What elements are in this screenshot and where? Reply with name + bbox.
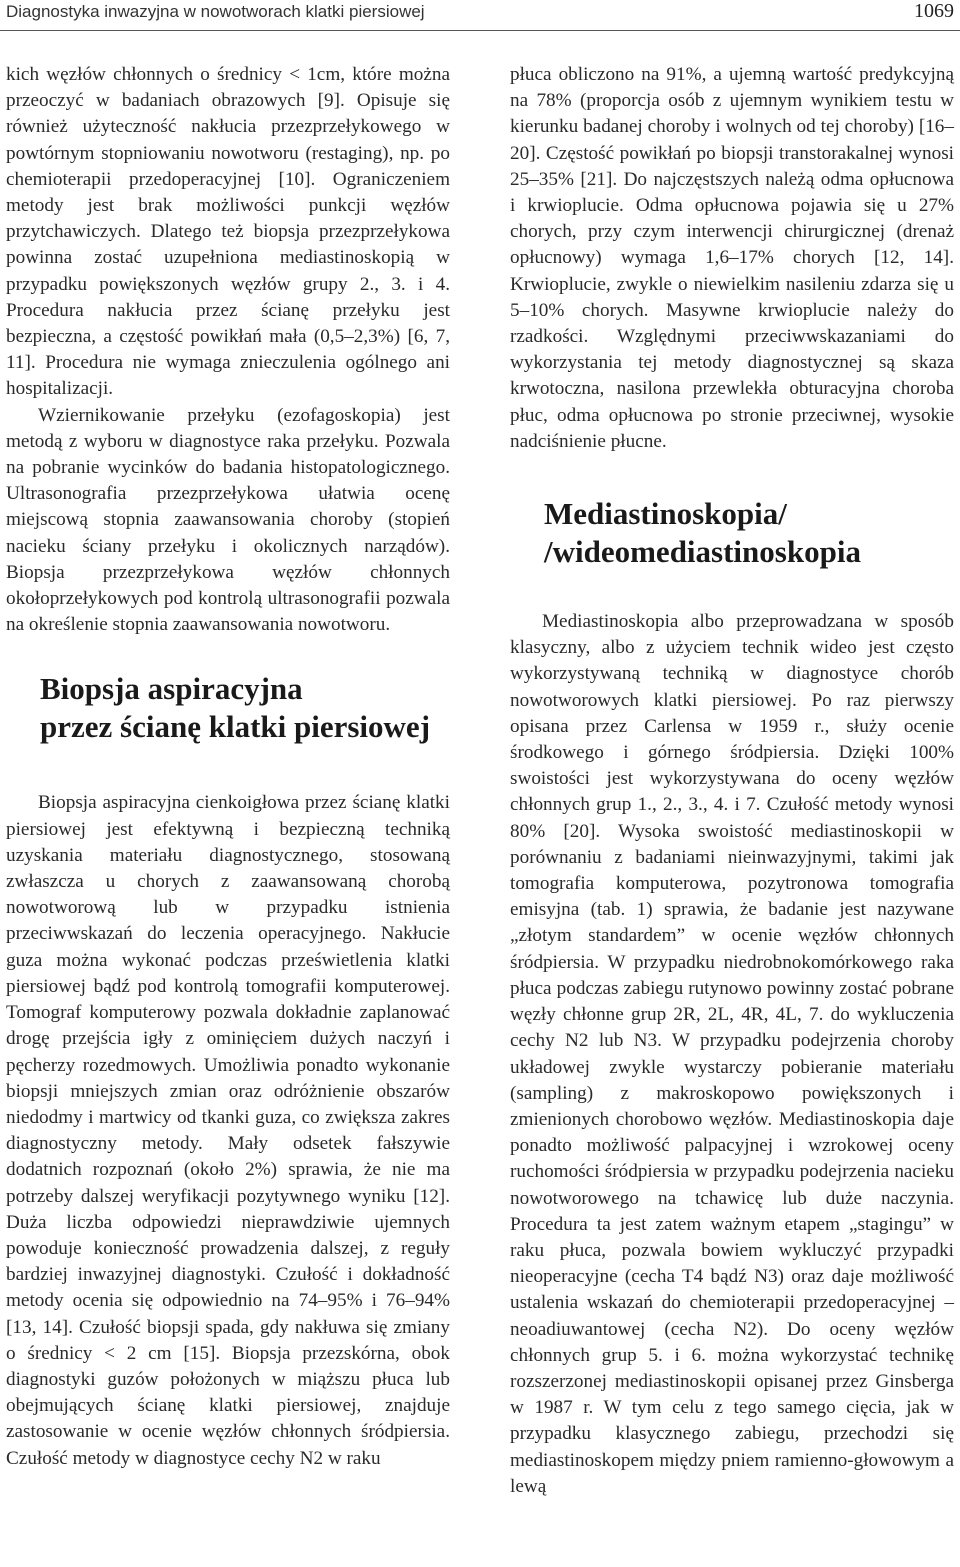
paragraph: kich węzłów chłonnych o średnicy < 1cm, które można przeoczyć w badaniach obrazowych [9]. Opisuje się również użyteczność nakłucia przezprzełykowego w powtórnym stopniowaniu nowotworu (restaging), np. po chemioterapii przedoperacyjnej [10]. Ograniczeniem metody jest brak możliwości punkcji węzłów przytchawiczych. Dlatego też biopsja przezprzełykowa powinna zostać uzupełniona mediastinoskopią w przypadku powiększonych węzłów grupy 2., 3. i 4. Procedura nakłucia przez ścianę przełyku jest bezpieczna, a częstość powikłań mała (0,5–2,3%) [6, 7, 11]. Procedura nie wymaga znieczulenia ogólnego ani hospitalizacji. xyxy=(6,64,450,400)
running-title: Diagnostyka inwazyjna w nowotworach klatki piersiowej xyxy=(6,2,425,21)
page-number: 1069 xyxy=(914,0,954,22)
heading-line: Mediastinoskopia/ xyxy=(544,496,787,532)
section-heading xyxy=(544,495,954,571)
heading-line: /wideomediastinoskopia xyxy=(544,534,861,570)
section-heading xyxy=(40,670,450,746)
paragraph: Wziernikowanie przełyku (ezofagoskopia) jest metodą z wyboru w diagnostyce raka przełyku. Pozwala na pobranie wycinków do badania histopatologicznego. Ultrasonografia przezprzełykowa ułatwia ocenę miejscową stopnia zaawansowania choroby (stopień nacieku ściany przełyku i okolicznych narządów). Biopsja przezprzełykowa węzłów chłonnych okołoprzełykowych pod kontrolą ultrasonografii pozwala na określenie stopnia zaawansowania nowotworu. xyxy=(6,404,450,636)
paragraph: Mediastinoskopia albo przeprowadzana w sposób klasyczny, albo z użyciem technik wideo jest często wykorzystywaną techniką w diagnostyce chorób nowotworowych klatki piersiowej. Po raz pierwszy opisana przez Carlensa w 1959 r., służy ocenie środkowego i górnego śródpiersia. Dzięki 100% swoistości jest wykorzystywana do oceny węzłów chłonnych grup 1., 2., 3., 4. i 7. Czułość metody wynosi 80% [20]. Wysoka swoistość mediastinoskopii w porównaniu z badaniami nieinwazyjnymi, takimi jak tomografia komputerowa, pozytronowa tomografia emisyjna (tab. 1) sprawia, że badanie jest nazywane „złotym standardem” w ocenie węzłów chłonnych śródpiersia. W przypadku niedrobnokomórkowego raka płuca podczas zabiegu rutynowo powinny zostać pobrane węzły chłonne grup 2R, 2L, 4R, 4L, 7. do wykluczenia cechy N2 lub N3. W przypadku podejrzenia choroby układowej zwykle wystarczy pobieranie materiału (sampling) z makroskopowo powiększonych i zmienionych chorobowo węzłów. Mediastinoskopia daje ponadto możliwość palpacyjnej i wzrokowej oceny ruchomości śródpiersia w przypadku podejrzenia nacieku nowotworowego na tchawicę lub duże naczynia. Procedura ta jest zatem ważnym etapem „stagingu” w raku płuca, pozwala bowiem wykluczyć przypadki nieoperacyjne (cecha T4 bądź N3) oraz daje możliwość ustalenia wskazań do chemioterapii przedoperacyjnej – neoadiuwantowej (cecha N2). Do oceny węzłów chłonnych grup 5. i 6. można wykorzystać technikę rozszerzonej mediastinoskopii opisanej przez Ginsberga w 1987 r. W tym celu z tego samego cięcia, jak w przypadku klasycznego zabiegu, przechodzi się mediastinoskopem między pniem ramienno-głowowym a lewą xyxy=(510,611,954,1497)
paragraph: Biopsja aspiracyjna cienkoigłowa przez ścianę klatki piersiowej jest efektywną i bezpieczną techniką uzyskania materiału diagnostycznego, stosowaną zwłaszcza u chorych z zaawansowaną chorobą nowotworową lub w przypadku istnienia przeciwwskazań do leczenia operacyjnego. Nakłucie guza można wykonać podczas prześwietlenia klatki piersiowej bądź pod kontrolą tomografii komputerowej. Tomograf komputerowy pozwala dokładnie zaplanować drogę przejścia igły z ominięciem dużych naczyń i pęcherzy rozedmowych. Umożliwia ponadto wykonanie biopsji mniejszych zmian oraz odróżnienie obszarów niedodmy i martwicy od tkanki guza, co zwiększa zakres diagnostyczny metody. Mały odsetek fałszywie dodatnich rozpoznań (około 2%) sprawia, że nie ma potrzeby dalszej weryfikacji pozytywnego wyniku [12]. Duża liczba odpowiedzi nieprawdziwie ujemnych powoduje konieczność prowadzenia dalszej, z reguły bardziej inwazyjnej diagnostyki. Czułość i dokładność metody ocenia się odpowiednio na 74–95% i 76–94% [13, 14]. Czułość biopsji spada, gdy nakłuwa się zmiany o średnicy < 2 cm [15]. Biopsja przezskórna, obok diagnostyki guzów położonych w miąższu płuca lub obejmujących ścianę klatki piersiowej, znajduje zastosowanie w ocenie węzłów chłonnych śródpiersia. Czułość metody w diagnostyce cechy N2 w raku xyxy=(6,792,450,1469)
running-header xyxy=(0,0,960,31)
heading-line: Biopsja aspiracyjna xyxy=(40,671,303,707)
right-column xyxy=(510,62,954,1500)
heading-line: przez ścianę klatki piersiowej xyxy=(40,709,431,745)
paragraph: płuca obliczono na 91%, a ujemną wartość predykcyjną na 78% (proporcja osób z ujemnym wynikiem testu w kierunku badanej choroby i wolnych od tej choroby) [16–20]. Częstość powikłań po biopsji transtorakalnej wynosi 25–35% [21]. Do najczęstszych należą odma opłucnowa i krwioplucie. Odma opłucnowa pojawia się u 27% chorych, przy czym interwencji chirurgicznej (drenaż opłucnowy) wymaga 1,6–17% chorych [12, 14]. Krwioplucie, zwykle o niewielkim nasileniu zdarza się u 5–10% chorych. Masywne krwioplucie należy do rzadkości. Względnymi przeciwwskazaniami do wykorzystania tej metody diagnostycznej są skaza krwotoczna, nasilona przewlekła obturacyjna choroba płuc, odma opłucnowa po stronie przeciwnej, wysokie nadciśnienie płucne. xyxy=(510,64,954,452)
left-column xyxy=(6,62,450,1472)
